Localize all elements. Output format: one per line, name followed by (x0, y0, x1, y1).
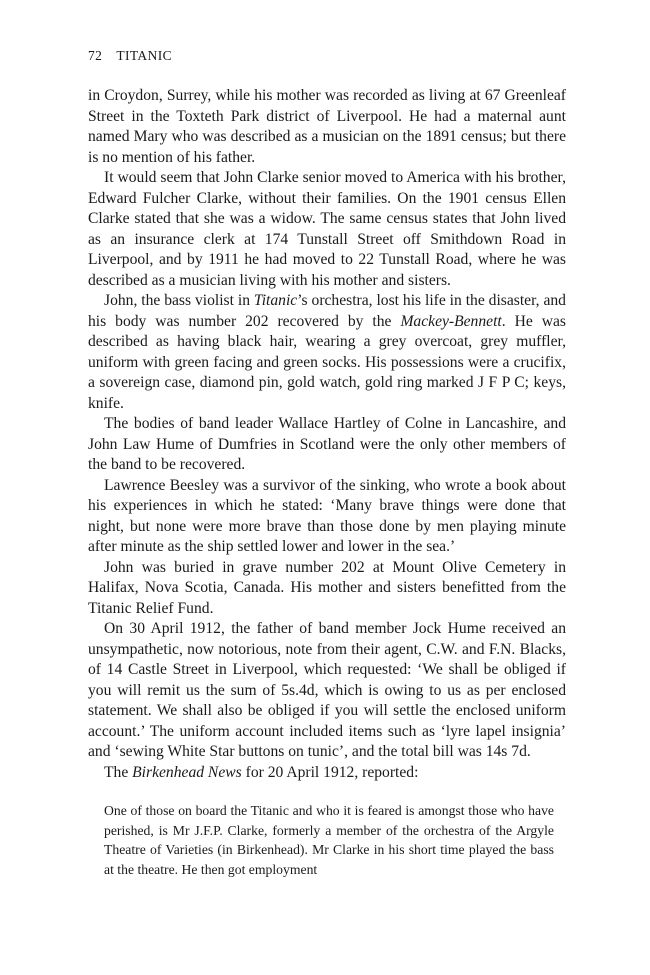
paragraph-5 (88, 476, 566, 558)
paragraph-text: On 30 April 1912, the father of band member Jock Hume received an unsympathetic, now notorious, note from their agent, C.W. and F.N. Blacks, of 14 Castle Street in Liverpool, which requested: ‘We shall be obliged if you will remit us the sum of 5s.4d, which is owing to us as per enclosed statement. We shall also be obliged if you will settle the enclosed uniform account.’ The uniform account included items such as ‘lyre lapel insignia’ and ‘sewing White Star buttons on tunic’, and the total bill was 14s 7d. (88, 620, 566, 760)
italic-title-text: Mackey-Bennett (400, 312, 502, 330)
paragraph-text: The bodies of band leader Wallace Hartley of Colne in Lancashire, and John Law Hume of Dumfries in Scotland were the only other members of the band to be recovered. (88, 415, 566, 473)
paragraph-text: Lawrence Beesley was a survivor of the sinking, who wrote a book about his experiences in which he stated: ‘Many brave things were done that night, but none were more brave than those done by men playing minute after minute as the ship settled lower and lower in the sea.’ (88, 476, 566, 555)
paragraph-2 (88, 168, 566, 291)
running-title: TITANIC (116, 48, 173, 63)
paragraph-text: for 20 April 1912, reported: (241, 763, 419, 781)
italic-title-text: Titanic (253, 292, 298, 309)
paragraph-text: John, the bass violist in (104, 292, 254, 309)
running-header (88, 48, 566, 64)
block-quote: One of those on board the Titanic and who it is feared is amongst those who have perished, is Mr J.F.P. Clarke, formerly a member of the orchestra of the Argyle Theatre of Varieties (in Birkenhead). Mr Clarke in his short time played the bass at the theatre. He then got employment (104, 803, 554, 877)
paragraph-text: in Croydon, Surrey, while his mother was recorded as living at 67 Greenleaf Street in the Toxteth Park district of Liverpool. He had a maternal aunt named Mary who was described as a musician on the 1891 census; but there is no mention of his father. (88, 87, 566, 166)
paragraph-text: The (104, 763, 133, 781)
italic-title-text: Birkenhead News (132, 763, 242, 781)
body-text (88, 86, 566, 783)
paragraph-text: It would seem that John Clarke senior moved to America with his brother, Edward Fulcher Clarke, without their families. On the 1901 census Ellen Clarke stated that she was a widow. The same census states that John lived as an insurance clerk at 174 Tunstall Street off Smithdown Road in Liverpool, and by 1911 he had moved to 22 Tunstall Road, where he was described as a musician living with his mother and sisters. (88, 169, 566, 289)
paragraph-text: . He was described as having black hair, wearing a grey overcoat, grey muffler, uniform with green facing and green socks. His possessions were a crucifix, a sovereign case, diamond pin, gold watch, gold ring marked J F P C; keys, knife. (88, 312, 566, 412)
paragraph-7 (88, 619, 566, 763)
book-page (88, 48, 566, 879)
paragraph-8 (88, 763, 566, 784)
paragraph-4 (88, 414, 566, 476)
paragraph-text: ’s orchestra, lost his life in the disaster, and his body was number 202 recovered by the (88, 292, 566, 330)
paragraph-text: John was buried in grave number 202 at Mount Olive Cemetery in Halifax, Nova Scotia, Canada. His mother and sisters benefitted from the Titanic Relief Fund. (88, 558, 566, 617)
paragraph-3 (88, 291, 566, 414)
page-number: 72 (88, 48, 103, 63)
paragraph-1 (88, 86, 566, 168)
paragraph-6 (88, 558, 566, 620)
